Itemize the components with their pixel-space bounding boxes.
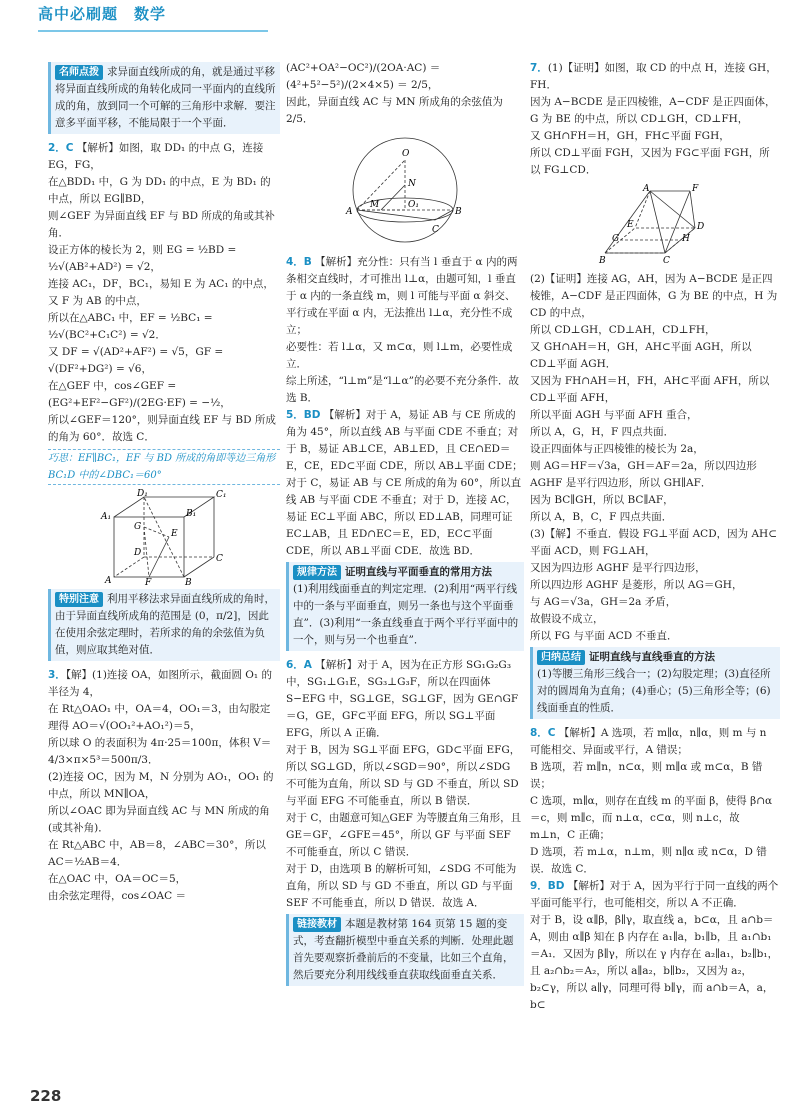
textbook-link-box (286, 914, 524, 986)
fig-label-A1: A₁ (101, 512, 112, 522)
q3-line: 在 Rt△ABC 中，AB＝8，∠ABC＝30°，所以 AC＝½AB＝4． (48, 839, 266, 868)
fig7-label-A: A (643, 184, 650, 194)
textbook-link-text: 本题是教材第 164 页第 15 题的变式，考查翻折模型中垂直关系的判断．处理此题首先要观察折叠前后的不变量，比如三个直角，然后要充分利用线线垂直获取线面垂直关系． (293, 918, 514, 981)
q2-line: 所以在△ABC₁ 中，EF = ½BC₁ = ½√(BC²+C₁C²) = √2． (48, 312, 213, 341)
q2-insight: 巧思：EF∥BC₁，EF 与 BD 所成的角即等边三角形 BC₁D 中的∠DBC₁＝60° (48, 449, 280, 485)
q6-line: 对于 C，由题意可知△GEF 为等腰直角三角形，且 GE＝GF，∠GFE＝45°，所以 GF 与平面 SEF 不可能垂直，所以 C 错误． (286, 812, 522, 858)
fig-label-C: C (216, 554, 223, 564)
pyramid-figure (595, 183, 715, 267)
method-box (286, 562, 524, 651)
fig7-label-H: H (682, 234, 690, 244)
fig7-label-C: C (663, 256, 670, 266)
fig-label-G: G (134, 522, 142, 532)
sphere-label-O: O (402, 149, 410, 159)
q2-number: 2．C (48, 142, 74, 154)
q7-line: 所以平面 AGH 与平面 AFH 重合， (530, 409, 698, 421)
q2-line: 设正方体的棱长为 2，则 EG = ½BD = ½√(AB²+AD²) = √2， (48, 244, 237, 273)
fig-label-A: A (105, 576, 112, 585)
fig-label-D: D (134, 548, 142, 558)
q7-line: 又 GH∩AH＝H，GH，AH⊂平面 AGH，所以 CD⊥平面 AGH． (530, 341, 752, 370)
summary-tag: 归纳总结 (537, 650, 585, 665)
sphere-label-O1: O₁ (408, 200, 419, 210)
q4-header (286, 254, 524, 339)
sphere-label-N: N (408, 179, 416, 189)
summary-text: (1)等腰三角形三线合一；(2)勾股定理；(3)直径所对的圆周角为直角；(4)垂心；(5)三角形全等；(6)线面垂直的性质． (537, 668, 771, 714)
sphere-label-M: M (370, 200, 380, 210)
textbook-link-tag: 链接教材 (293, 917, 341, 932)
q9-line-0: 【解析】对于 A，因为平行于同一直线的两个平面可能平行，也可能相交，所以 A 不正确． (530, 880, 779, 909)
summary-box (530, 647, 780, 719)
teacher-tip-box (48, 62, 280, 134)
q6-number: 6．A (286, 659, 312, 671)
q9-header (530, 878, 780, 912)
fig7-label-B: B (599, 256, 606, 266)
q3-line-0: 【解】(1)连接 OA，如图所示，截面圆 O₁ 的半径为 4， (48, 669, 272, 698)
note-text: 利用平移法求异面直线所成的角时，由于异面直线所成角的范围是 (0，π/2]，因此在使用余弦定理时，若所求的角的余弦值为负值，则应取其绝对值． (55, 593, 275, 656)
q5-header (286, 407, 524, 560)
sphere-label-B: B (455, 207, 462, 217)
q7-line: 所以 FG 与平面 ACD 不垂直． (530, 630, 678, 642)
q5-line-0: 【解析】对于 A，易证 AB 与 CE 所成的角为 45°，所以直线 AB 与平面 CDE 不垂直；对于 B，易证 AB⊥CE，AB⊥ED，且 CE∩ED＝E，CE，ED⊂平面 CDE，所以 AB⊥平面 CDE；对于 C，易证 AB 与 CE 所成的角为 60°，所以直线 AB 与平面 CDE 不垂直；对于 D，连接 AC，易证 EC⊥平面 ABC，所以 ED⊥AB，同理可证 EC⊥AB，且 ED∩EC＝E，ED，EC⊂平面 CDE，所以 AB⊥平面 CDE．故选 BD． (286, 409, 523, 557)
q7-line: 所以 A，B，C，F 四点共面． (530, 511, 673, 523)
method-header (293, 564, 520, 581)
column-3 (530, 60, 780, 1014)
q7-line: 故假设不成立， (530, 613, 604, 625)
q3-line: 所以∠OAC 即为异面直线 AC 与 MN 所成的角(或其补角)． (48, 805, 270, 834)
q8-header (530, 725, 780, 759)
q6-line: 对于 D，由选项 B 的解析可知，∠SDG 不可能为直角，所以 SD 与 GD 不垂直，所以 GD 与平面 SEF 不可能垂直，所以 D 错误．故选 A． (286, 863, 517, 909)
note-box (48, 589, 280, 661)
q7-header (530, 60, 780, 94)
q6-line-0: 【解析】对于 A，因为在正方形 SG₁G₂G₃ 中，SG₁⊥G₁E，SG₃⊥G₃F，所以在四面体 S−EFG 中，SG⊥GE，SG⊥GF，因为 GE∩GF＝G，GE，GF⊂平面 EFG，所以 SG⊥平面 EFG，所以 A 正确． (286, 659, 519, 739)
fig-label-F: F (145, 578, 152, 585)
q8-line: C 选项，m∥α，则存在直线 m 的平面 β，使得 β∩α＝c，则 m∥c，而 n⊥α，c⊂α，则 n⊥c，故 m⊥n，C 正确； (530, 795, 773, 841)
q7-line: 所以四边形 AGHF 是菱形，所以 AG＝GH， (530, 579, 743, 591)
page-header: 高中必刷题 数学 (38, 5, 167, 23)
q2-line: 又 DF = √(AD²+AF²) = √5，GF = √(DF²+DG²) = √6， (48, 346, 224, 375)
q7-number: 7． (530, 62, 548, 74)
q7-line: 则 AG＝HF＝√3a，GH＝AF＝2a，所以四边形 AGHF 是平行四边形，所以 GH∥AF． (530, 460, 757, 489)
q7-line: 又因为四边形 AGHF 是平行四边形， (530, 562, 706, 574)
summary-header (537, 649, 776, 666)
q4-number: 4．B (286, 256, 312, 268)
column-1 (48, 60, 280, 905)
q6-line: 对于 B，因为 SG⊥平面 EFG，GD⊂平面 EFG，所以 SG⊥GD，所以∠SGD＝90°，所以∠SDG 不可能为直角，所以 SD 与 GD 不垂直，所以 SD 与平面 EFG 不可能垂直，所以 B 错误． (286, 744, 521, 807)
sphere-label-A: A (346, 207, 353, 217)
q8-line-0: 【解析】A 选项，若 m∥α，n∥α，则 m 与 n 可能相交、异面或平行，A 错误； (530, 727, 767, 756)
sphere-label-C: C (432, 225, 439, 235)
q8-line: D 选项，若 m⊥α，n⊥m，则 n∥α 或 n⊂α，D 错误．故选 C． (530, 846, 767, 875)
header-divider (38, 30, 268, 32)
fig-label-D1: D₁ (137, 489, 148, 499)
q2-line: 在△BDD₁ 中，G 为 DD₁ 的中点，E 为 BD₁ 的中点，所以 EG∥BD， (48, 176, 271, 205)
sphere-figure (340, 132, 470, 250)
q7-line: (3)【解】不垂直．假设 FG⊥平面 ACD，因为 AH⊂平面 ACD，则 FG⊥AH， (530, 528, 778, 557)
q3-cont-line: 因此，异面直线 AC 与 MN 所成角的余弦值为 2/5． (286, 96, 503, 125)
fig-label-E: E (171, 529, 178, 539)
method-title: 证明直线与平面垂直的常用方法 (345, 566, 492, 578)
q6-header (286, 657, 524, 742)
column-2 (286, 60, 524, 992)
q7-line: 设正四面体与正四棱锥的棱长为 2a， (530, 443, 704, 455)
fig7-label-D: D (697, 222, 705, 232)
q7-line: (2)【证明】连接 AG，AH，因为 A−BCDE 是正四棱锥，A−CDF 是正四面体，G 为 BE 的中点，H 为 CD 的中点， (530, 273, 778, 319)
fig7-label-F: F (692, 184, 699, 194)
q3-line: 由余弦定理得，cos∠OAC ＝ (48, 890, 186, 902)
q2-line: 在△GEF 中，cos∠GEF = (EG²+EF²−GF²)/(2EG·EF) = −½， (48, 380, 231, 409)
page-number: 228 (30, 1087, 62, 1105)
q7-line: 又 GH∩FH＝H，GH，FH⊂平面 FGH， (530, 130, 730, 142)
q7-line: 又因为 FH∩AH＝H，FH，AH⊂平面 AFH，所以 CD⊥平面 AFH， (530, 375, 770, 404)
q7-line: 所以 CD⊥GH，CD⊥AH，CD⊥FH， (530, 324, 716, 336)
q2-line: 连接 AC₁，DF，BC₁，易知 E 为 AC₁ 的中点，又 F 为 AB 的中点， (48, 278, 274, 307)
q3-number: 3． (48, 669, 66, 681)
q3-line: 在△OAC 中，OA＝OC＝5， (48, 873, 187, 885)
q9-number: 9．BD (530, 880, 565, 892)
q2-line: 则∠GEF 为异面直线 EF 与 BD 所成的角或其补角． (48, 210, 275, 239)
q8-number: 8．C (530, 727, 556, 739)
teacher-tip-tag: 名师点拨 (55, 65, 103, 80)
q4-line: 综上所述，“l⊥m”是“l⊥α”的必要不充分条件．故选 B． (286, 375, 519, 404)
fig-label-B1: B₁ (186, 509, 197, 519)
q7-line: 因为 A−BCDE 是正四棱锥，A−CDF 是正四面体，G 为 BE 的中点，所以 CD⊥GH，CD⊥FH， (530, 96, 776, 125)
teacher-tip-text: 求异面直线所成的角，就是通过平移将异面直线所成的角转化成同一平面内的直线所成的角，放到同一个可解的三角形中求解．要注意多平面平移，不能局限于一个平面． (55, 66, 276, 129)
method-tag: 规律方法 (293, 565, 341, 580)
q2-header (48, 140, 280, 174)
q7-line: 因为 BC∥GH，所以 BC∥AF， (530, 494, 674, 506)
q7-line-0: (1)【证明】如图，取 CD 的中点 H，连接 GH，FH． (530, 62, 777, 91)
q4-line-0: 【解析】充分性：只有当 l 垂直于 α 内的两条相交直线时，才可推出 l⊥α，由题可知，l 垂直于 α 内的一条直线 m，则 l 可能与平面 α 斜交、平行或在平面 α 内，无法推出 l⊥α，充分性不成立； (286, 256, 518, 336)
q9-line: 对于 B，设 α∥β，β∥γ，取直线 a，b⊂α，且 a∩b＝A，则由 α∥β 知在 β 内存在 a₁∥a，b₁∥b，且 a₁∩b₁＝A₁．又因为 β∥γ，所以在 γ 内存在 a₂∥a₁，b₂∥b₁，且 a₂∩b₂＝A₂，所以 a∥a₂，b∥b₂，又因为 a₂，b₂⊂γ，所以 a∥γ，同理可得 b∥γ，而 a∩b＝A，a，b⊂ (530, 914, 779, 1011)
q5-number: 5．BD (286, 409, 321, 421)
q7-line: 所以 A，G，H，F 四点共面． (530, 426, 675, 438)
method-text: (1)利用线面垂直的判定定理．(2)利用“两平行线中的一条与平面垂直，则另一条也与这个平面垂直”．(3)利用“一条直线垂直于两个平行平面中的一个，则与另一个也垂直”． (293, 583, 519, 646)
q4-line: 必要性：若 l⊥α，又 m⊂α，则 l⊥m，必要性成立． (286, 341, 513, 370)
q3-line: 在 Rt△OAO₁ 中，OA＝4，OO₁＝3，由勾股定理得 AO＝√(OO₁²+AO₁²)＝5， (48, 703, 271, 732)
q3-cont-line: (AC²+OA²−OC²)/(2OA·AC) ＝ (4²+5²−5²)/(2×4×5) ＝ 2/5， (286, 62, 441, 91)
fig-label-B: B (185, 578, 192, 585)
q7-line: 与 AG＝√3a，GH＝2a 矛盾， (530, 596, 677, 608)
q2-line: 所以∠GEF＝120°，则异面直线 EF 与 BD 所成的角为 60°．故选 C． (48, 414, 276, 443)
q3-line: (2)连接 OC，因为 M，N 分别为 AO₁，OO₁ 的中点，所以 MN∥OA， (48, 771, 274, 800)
fig7-label-E: E (627, 220, 634, 230)
q3-header (48, 667, 280, 701)
q8-line: B 选项，若 m∥n，n⊂α，则 m∥α 或 m⊂α，B 错误； (530, 761, 763, 790)
q3-line: 所以球 O 的表面积为 4π·25＝100π，体积 V＝4/3×π×5³＝500π/3． (48, 737, 272, 766)
q7-line: 所以 CD⊥平面 FGH，又因为 FG⊂平面 FGH，所以 FG⊥CD． (530, 147, 770, 176)
q2-line-0: 【解析】如图，取 DD₁ 的中点 G，连接 EG，FG， (48, 142, 264, 171)
cube-figure (89, 489, 239, 585)
fig7-label-G: G (612, 234, 620, 244)
summary-title: 证明直线与直线垂直的方法 (589, 651, 715, 663)
fig-label-C1: C₁ (216, 490, 227, 500)
note-tag: 特别注意 (55, 592, 103, 607)
